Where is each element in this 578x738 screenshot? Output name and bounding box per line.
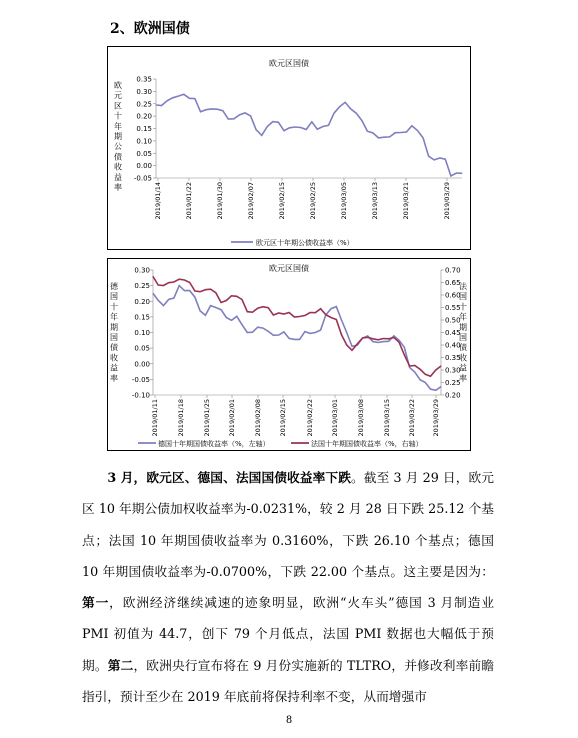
data-point [388, 338, 389, 339]
y-tick-label-left: 0.05 [134, 344, 150, 353]
data-point [409, 366, 410, 367]
data-point [189, 98, 190, 99]
y-axis-label-left-char: 债 [110, 343, 118, 353]
y-tick-label-right: 0.20 [445, 391, 461, 400]
y-tick-label: 0.30 [136, 87, 152, 96]
y-tick-label: -0.05 [133, 174, 152, 183]
section-heading: 2、欧洲国债 [110, 21, 190, 37]
x-tick-label: 2019/01/22 [185, 182, 193, 220]
data-point [352, 350, 353, 351]
data-point [441, 386, 442, 387]
y-axis-label-char: 益 [114, 172, 122, 182]
data-point [404, 347, 405, 348]
data-point [423, 137, 424, 138]
data-point [399, 342, 400, 343]
euro-area-yield-chart-svg [108, 47, 470, 249]
data-point [383, 341, 384, 342]
y-axis-label-char: 年 [114, 121, 122, 131]
x-tick-label: 2019/02/25 [309, 182, 317, 220]
data-point [247, 332, 248, 333]
data-point [367, 131, 368, 132]
y-axis-label-left-char: 期 [110, 322, 118, 332]
data-point [158, 300, 159, 301]
y-axis-label-left [110, 281, 119, 383]
series-line-euro-area [156, 94, 462, 176]
data-point [184, 280, 185, 281]
data-point [420, 369, 421, 370]
data-point [400, 132, 401, 133]
data-point [242, 324, 243, 325]
data-point [320, 308, 321, 309]
y-tick-label-right: 0.70 [445, 266, 461, 275]
legend-label: 法国十年期国债收益率（%，右轴） [311, 440, 423, 448]
data-point [445, 159, 446, 160]
data-point [435, 390, 436, 391]
data-point [378, 342, 379, 343]
data-point [406, 132, 407, 133]
y-tick-label: 0.15 [136, 125, 152, 133]
bold-text: 3 月，欧元区、德国、法国国债收益率下跌 [107, 470, 351, 485]
x-tick-label: 2019/02/22 [306, 399, 314, 437]
y-axis-label-left-char: 国 [110, 292, 118, 302]
y-axis-label-char: 公 [114, 142, 122, 152]
data-point [194, 297, 195, 298]
data-point [283, 314, 284, 315]
data-point [299, 316, 300, 317]
data-point [233, 118, 234, 119]
data-point [367, 335, 368, 336]
data-point [317, 129, 318, 130]
y-axis-label-right-char: 益 [459, 363, 467, 373]
data-point [315, 332, 316, 333]
data-point [158, 285, 159, 286]
y-tick-label-left: 0.30 [134, 266, 150, 275]
data-point [250, 115, 251, 116]
euro-area-yield-chart [107, 46, 471, 250]
data-point [221, 302, 222, 303]
data-point [352, 346, 353, 347]
text-run: ，欧洲经济继续减速的迹象明显，欧洲“火车头”德国 3 月制造业 PMI 初值为 44.7，创下 79 个月低点，法国 PMI 数据也大幅低于预期。 [82, 595, 495, 673]
data-point [228, 119, 229, 120]
y-tick-label-left: 0.00 [134, 360, 150, 369]
data-point [356, 113, 357, 114]
data-point [278, 313, 279, 314]
data-point [268, 307, 269, 308]
x-tick-label: 2019/02/08 [254, 399, 262, 437]
data-point [417, 130, 418, 131]
data-point [257, 308, 258, 309]
data-point [210, 289, 211, 290]
y-axis-label-right-char: 国 [459, 292, 467, 302]
y-axis-label-right-char: 年 [459, 312, 467, 322]
data-point [179, 279, 180, 280]
data-point [278, 335, 279, 336]
y-tick-label: 0.20 [136, 112, 152, 121]
data-point [336, 306, 337, 307]
y-axis-label-left-char: 收 [110, 353, 118, 363]
data-point [236, 296, 237, 297]
data-point [300, 127, 301, 128]
y-tick-label-left: -0.05 [131, 375, 150, 384]
data-point [456, 173, 457, 174]
data-point [153, 293, 154, 294]
y-tick-label-right: 0.50 [445, 316, 461, 325]
data-point [206, 109, 207, 110]
y-axis-label-char: 元 [114, 91, 122, 101]
data-point [334, 113, 335, 114]
y-tick-label-right: 0.25 [445, 379, 461, 387]
data-point [173, 298, 174, 299]
data-point [361, 120, 362, 121]
body-text [82, 462, 494, 712]
data-point [331, 317, 332, 318]
data-point [322, 126, 323, 127]
data-point [289, 338, 290, 339]
data-point [404, 354, 405, 355]
x-tick-label: 2019/03/01 [331, 399, 339, 437]
y-axis-label-char: 收 [114, 162, 122, 172]
data-point [315, 312, 316, 313]
data-point [172, 97, 173, 98]
data-point [294, 339, 295, 340]
data-point [420, 379, 421, 380]
data-point [373, 133, 374, 134]
y-axis-label-right-char: 率 [459, 373, 467, 383]
y-axis-label-right-char: 债 [459, 343, 467, 353]
y-tick-label-right: 0.45 [445, 329, 461, 337]
data-point [278, 122, 279, 123]
data-point [425, 374, 426, 375]
data-point [428, 156, 429, 157]
data-point [153, 276, 154, 277]
data-point [217, 109, 218, 110]
data-point [189, 290, 190, 291]
data-point [273, 315, 274, 316]
data-point [399, 340, 400, 341]
y-tick-label-left: 0.25 [134, 282, 150, 291]
data-point [430, 389, 431, 390]
data-point [430, 376, 431, 377]
data-point [222, 110, 223, 111]
data-point [294, 317, 295, 318]
data-point [184, 290, 185, 291]
y-axis-label-left-char: 率 [110, 373, 118, 383]
chart-title: 欧元区国债 [269, 59, 309, 68]
data-point [183, 94, 184, 95]
data-point [372, 341, 373, 342]
y-axis-label-char: 债 [114, 152, 122, 162]
y-tick-label: 0.10 [136, 137, 152, 146]
data-point [200, 111, 201, 112]
x-tick-label: 2019/03/29 [432, 399, 440, 437]
y-axis-label-left-char: 益 [110, 363, 118, 373]
data-point [245, 112, 246, 113]
data-point [372, 338, 373, 339]
y-axis-label-char: 十 [114, 111, 122, 121]
data-point [283, 331, 284, 332]
x-tick-label: 2019/03/22 [408, 399, 416, 437]
data-point [306, 129, 307, 130]
y-tick-label-right: 0.55 [445, 304, 461, 312]
data-point [221, 309, 222, 310]
data-point [289, 312, 290, 313]
data-point [462, 173, 463, 174]
data-point [242, 299, 243, 300]
x-tick-label: 2019/01/14 [154, 182, 162, 220]
x-tick-label: 2019/03/05 [340, 182, 348, 220]
y-axis-label-char: 欧 [114, 81, 122, 90]
data-point [325, 314, 326, 315]
data-point [357, 344, 358, 345]
y-tick-label-left: 0.15 [134, 313, 150, 322]
y-axis-label-left-char: 十 [110, 302, 118, 312]
y-tick-label: 0.05 [136, 149, 152, 158]
data-point [284, 130, 285, 131]
data-point [409, 367, 410, 368]
data-point [383, 338, 384, 339]
data-point [257, 327, 258, 328]
x-tick-label: 2019/01/25 [203, 399, 211, 437]
data-point [328, 125, 329, 126]
data-point [393, 337, 394, 338]
data-point [299, 339, 300, 340]
y-axis-label-char: 期 [114, 132, 122, 141]
data-point [341, 334, 342, 335]
data-point [272, 121, 273, 122]
data-point [388, 341, 389, 342]
data-point [414, 365, 415, 366]
data-point [268, 331, 269, 332]
data-point [320, 330, 321, 331]
paragraph [82, 462, 494, 712]
data-point [339, 106, 340, 107]
data-point [414, 372, 415, 373]
y-tick-label-left: -0.10 [131, 391, 150, 400]
data-point [163, 305, 164, 306]
data-point [346, 332, 347, 333]
x-tick-label: 2019/01/18 [177, 399, 185, 437]
data-point [346, 345, 347, 346]
y-axis-label-right-char: 期 [459, 322, 467, 332]
x-tick-label: 2019/02/01 [228, 399, 236, 437]
x-tick-label: 2019/02/15 [278, 182, 286, 220]
data-point [178, 96, 179, 97]
data-point [362, 338, 363, 339]
x-tick-label: 2019/03/13 [371, 182, 379, 220]
data-point [450, 176, 451, 177]
x-tick-label: 2019/03/21 [402, 182, 410, 220]
x-tick-label: 2019/02/07 [247, 182, 255, 220]
data-point [378, 339, 379, 340]
text-run: 。截至 3 月 29 日，欧元区 10 年期公债加权收益率为-0.0231%，较 2 月 28 日下跌 25.12 个基点；法国 10 年期国债收益率为 0.3160%，下跌 26.10 个基点；德国 10 年期国债收益率为-0.0700%，下跌 22.00 个基点。这主要是因为： [82, 470, 494, 579]
y-axis-label-char: 区 [114, 101, 122, 111]
y-tick-label: 0.00 [136, 162, 152, 171]
y-tick-label-right: 0.30 [445, 366, 461, 375]
data-point [168, 299, 169, 300]
legend-label: 欧元区十年期公债收益率（%） [256, 239, 354, 247]
series-line-france [153, 277, 441, 377]
y-tick-label-right: 0.65 [445, 279, 461, 287]
data-point [311, 121, 312, 122]
data-point [310, 312, 311, 313]
data-point [256, 129, 257, 130]
germany-france-yield-chart-svg [108, 259, 470, 450]
x-tick-label: 2019/03/15 [383, 399, 391, 437]
data-point [189, 282, 190, 283]
data-point [289, 127, 290, 128]
y-tick-label: 0.25 [136, 100, 152, 109]
y-axis-label-right-char: 国 [459, 333, 467, 342]
series-line-germany [153, 286, 441, 391]
y-tick-label-left: 0.10 [134, 329, 150, 337]
data-point [179, 285, 180, 286]
data-point [215, 307, 216, 308]
data-point [226, 317, 227, 318]
data-point [341, 320, 342, 321]
x-tick-label: 2019/03/08 [357, 399, 365, 437]
data-point [200, 310, 201, 311]
data-point [211, 108, 212, 109]
data-point [226, 300, 227, 301]
y-axis-label-right-char: 十 [459, 302, 467, 312]
data-point [295, 127, 296, 128]
y-axis-label-right-char: 收 [459, 353, 467, 363]
data-point [173, 282, 174, 283]
data-point [393, 335, 394, 336]
data-point [194, 291, 195, 292]
data-point [435, 370, 436, 371]
data-point [336, 319, 337, 320]
data-point [367, 337, 368, 338]
data-point [215, 292, 216, 293]
data-point [163, 285, 164, 286]
data-point [247, 311, 248, 312]
legend-label: 德国十年期国债收益率（%，左轴） [158, 440, 270, 448]
data-point [411, 125, 412, 126]
y-axis-label-left-char: 德 [110, 282, 118, 291]
data-point [350, 108, 351, 109]
y-tick-label-left: 0.20 [134, 297, 150, 306]
data-point [205, 315, 206, 316]
y-tick-label-right: 0.40 [445, 341, 461, 350]
data-point [425, 382, 426, 383]
y-axis-label-right-char: 法 [459, 282, 467, 291]
data-point [384, 137, 385, 138]
data-point [236, 316, 237, 317]
data-point [205, 289, 206, 290]
y-axis-label [114, 80, 122, 192]
data-point [441, 366, 442, 367]
x-tick-label: 2019/01/11 [151, 399, 159, 437]
data-point [434, 159, 435, 160]
data-point [439, 158, 440, 159]
data-point [231, 295, 232, 296]
data-point [378, 137, 379, 138]
data-point [156, 105, 157, 106]
y-axis-label-char: 率 [114, 183, 122, 192]
data-point [267, 126, 268, 127]
data-point [263, 306, 264, 307]
text-run: ，欧洲央行宣布将在 9 月份实施新的 TLTRO，并修改利率前瞻指引，预计至少在 2019 年底前将保持利率不变，从而增强市 [82, 657, 495, 705]
bold-text: 第二 [107, 657, 134, 673]
data-point [395, 132, 396, 133]
bold-text: 第一 [82, 595, 110, 611]
page-number: 8 [285, 715, 293, 726]
x-tick-label: 2019/01/30 [216, 182, 224, 220]
data-point [304, 315, 305, 316]
germany-france-yield-chart [107, 258, 471, 451]
data-point [331, 308, 332, 309]
data-point [261, 135, 262, 136]
data-point [252, 332, 253, 333]
data-point [239, 114, 240, 115]
data-point [200, 291, 201, 292]
data-point [231, 320, 232, 321]
y-tick-label-right: 0.60 [445, 291, 461, 300]
y-axis-label-left-char: 年 [110, 312, 118, 322]
data-point [263, 328, 264, 329]
y-tick-label-right: 0.35 [445, 354, 461, 362]
data-point [167, 100, 168, 101]
data-point [210, 305, 211, 306]
x-tick-label: 2019/03/29 [443, 182, 451, 220]
data-point [345, 102, 346, 103]
data-point [304, 331, 305, 332]
data-point [310, 333, 311, 334]
data-point [252, 312, 253, 313]
data-point [194, 98, 195, 99]
y-tick-label: 0.35 [136, 75, 152, 84]
chart-title: 欧元区国债 [269, 264, 309, 273]
data-point [389, 136, 390, 137]
data-point [168, 282, 169, 283]
data-point [273, 335, 274, 336]
y-axis-label-left-char: 国 [110, 333, 118, 342]
x-tick-label: 2019/02/15 [279, 399, 287, 437]
data-point [161, 105, 162, 106]
